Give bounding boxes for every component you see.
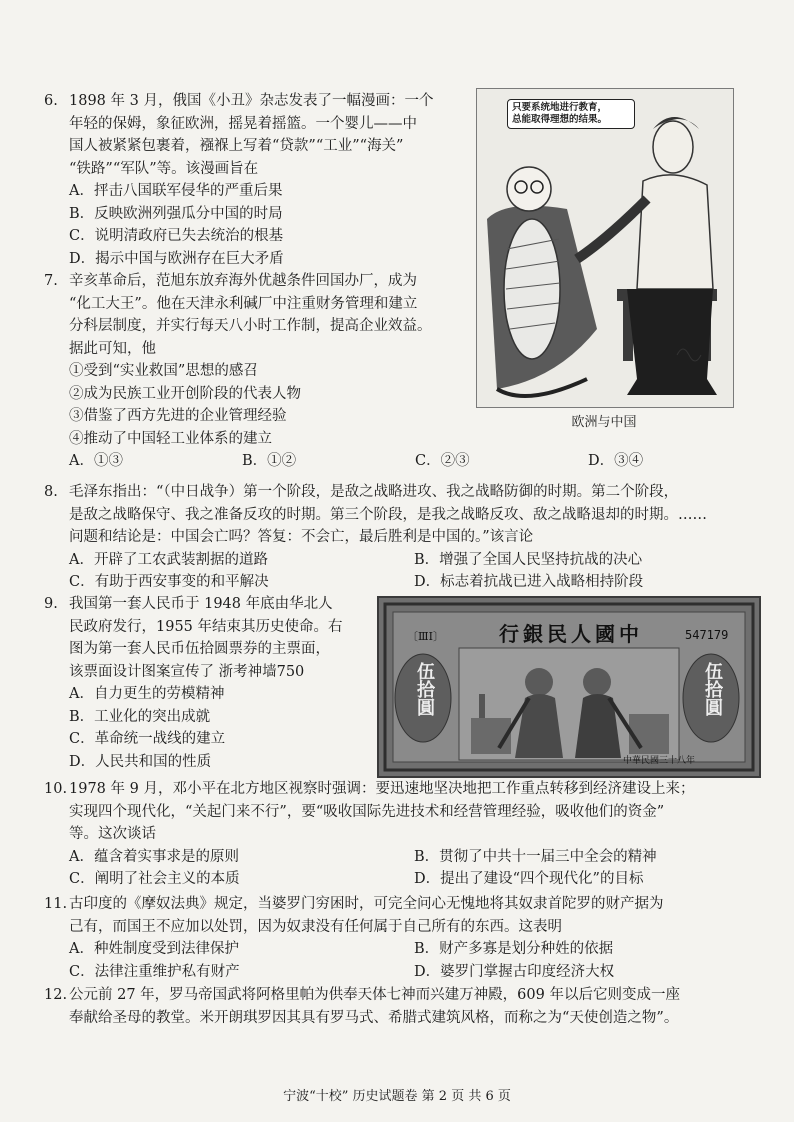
question-number: 11.	[44, 896, 68, 912]
banknote-image	[377, 596, 761, 778]
option-a: A．①③	[69, 453, 123, 469]
question-stem-line: 辛亥革命后，范旭东放弃海外优越条件回国办厂，成为	[69, 273, 417, 289]
option-b: B．财产多寡是划分种姓的依据	[414, 941, 614, 957]
banknote-serial: 547179	[685, 628, 729, 642]
question-stem-line: 古印度的《摩奴法典》规定，当婆罗门穷困时，可完全问心无愧地将其奴隶首陀罗的财产据为	[69, 896, 664, 912]
question-stem-line: 毛泽东指出：“（中日战争）第一个阶段，是敌之战略进攻、我之战略防御的时期。第二个阶段，	[69, 484, 679, 500]
speech-bubble: 只要系统地进行教育， 总能取得理想的结果。	[507, 99, 635, 129]
question-7	[44, 270, 764, 473]
option-b: B．①②	[242, 453, 297, 469]
option-a: A．开辟了工农武装割据的道路	[69, 551, 268, 568]
page-footer: 宁波“十校” 历史试题卷 第 2 页 共 6 页	[283, 1089, 511, 1104]
statement-1: ①受到“实业救国”思想的感召	[69, 363, 258, 379]
question-stem-line: 实现四个现代化，“关起门来不行”，要“吸收国际先进技术和经营管理经验，吸收他们的资金”	[69, 803, 665, 820]
question-stem-line: 图为第一套人民币伍拾圆票券的主票面，	[69, 641, 330, 657]
option-d: D．提出了建设“四个现代化”的目标	[414, 871, 644, 887]
question-stem-line: 1978 年 9 月，邓小平在北方地区视察时强调：要迅速地坚决地把工作重点转移到经济建设上来；	[69, 781, 695, 797]
question-stem-line: “铁路”“军队”等。该漫画旨在	[69, 160, 259, 177]
question-number: 9.	[44, 596, 58, 612]
question-stem-line: 年轻的保姆，象征欧洲，摇晃着摇篮。一个婴儿——中	[69, 115, 417, 132]
question-number: 12.	[44, 987, 68, 1003]
question-12	[44, 984, 764, 1029]
question-stem-line: 我国第一套人民币于 1948 年底由华北人	[69, 596, 333, 612]
banknote-date: 中華民國三十八年	[623, 756, 696, 766]
option-a: A．抨击八国联军侵华的严重后果	[69, 183, 283, 199]
option-c: C．有助于西安事变的和平解决	[69, 574, 269, 590]
option-c: C．②③	[415, 453, 470, 469]
question-number: 7.	[44, 273, 58, 289]
question-stem-line: 国人被紧紧包裹着，襁褓上写着“贷款”“工业”“海关”	[69, 138, 404, 154]
question-number: 10.	[44, 781, 68, 797]
option-d: D．人民共和国的性质	[69, 753, 212, 770]
question-stem-line: 该票面设计图案宣传了 浙考神墙750	[69, 663, 305, 680]
option-a: A．蕴含着实事求是的原则	[69, 848, 239, 865]
banknote-serial-prefix: 〔ⅢⅠ〕	[407, 630, 444, 643]
option-d: D．婆罗门掌握古印度经济大权	[414, 963, 615, 980]
banknote-denomination-right: 伍拾圓	[702, 662, 723, 716]
question-number: 6.	[44, 93, 58, 109]
cartoon-caption: 欧洲与中国	[571, 415, 637, 430]
question-stem-line: 等。这次谈话	[69, 826, 156, 842]
statement-3: ③借鉴了西方先进的企业管理经验	[69, 408, 287, 424]
option-a: A．自力更生的劳模精神	[69, 686, 225, 702]
question-stem-line: 己有，而国王不应加以处罚，因为奴隶没有任何属于自己所有的东西。这表明	[69, 918, 562, 935]
option-d: D．③④	[588, 453, 644, 469]
question-10	[44, 778, 764, 891]
statement-4: ④推动了中国轻工业体系的建立	[69, 430, 272, 447]
question-8	[44, 481, 764, 594]
option-c: C．说明清政府已失去统治的根基	[69, 228, 284, 244]
question-stem-line: 民政府发行，1955 年结束其历史使命。右	[69, 618, 343, 635]
question-stem-line: 分科层制度，并实行每天八小时工作制，提高企业效益。	[69, 318, 432, 334]
option-d: D．标志着抗战已进入战略相持阶段	[414, 574, 644, 590]
question-stem-line: 奉献给圣母的教堂。米开朗琪罗因其具有罗马式、希腊式建筑风格，而称之为“天使创造之物”。	[69, 1009, 679, 1026]
question-stem-line: 问题和结论是：中国会亡吗？答复：不会亡，最后胜利是中国的。”该言论	[69, 529, 534, 545]
question-stem-line: 公元前 27 年，罗马帝国武将阿格里帕为供奉天体七神而兴建万神殿，609 年以后它则变成一座	[69, 987, 680, 1003]
question-6	[44, 90, 474, 270]
question-stem-line: 据此可知，他	[69, 340, 156, 357]
option-d: D．揭示中国与欧洲存在巨大矛盾	[69, 250, 284, 267]
banknote-denomination-left: 伍拾圓	[414, 662, 435, 716]
option-a: A．种姓制度受到法律保护	[69, 941, 239, 957]
banknote-bank-name: 行銀民人國中	[499, 622, 643, 646]
statement-2: ②成为民族工业开创阶段的代表人物	[69, 385, 301, 402]
option-c: C．阐明了社会主义的本质	[69, 871, 240, 887]
option-b: B．增强了全国人民坚持抗战的决心	[414, 551, 643, 568]
option-b: B．反映欧洲列强瓜分中国的时局	[69, 205, 283, 222]
question-9	[44, 593, 379, 773]
option-b: B．工业化的突出成就	[69, 708, 211, 725]
question-number: 8.	[44, 484, 58, 500]
question-11	[44, 893, 764, 983]
option-c: C．革命统一战线的建立	[69, 731, 226, 747]
question-stem-line: “化工大王”。他在天津永利碱厂中注重财务管理和建立	[69, 295, 418, 312]
option-b: B．贯彻了中共十一届三中全会的精神	[414, 848, 657, 865]
option-c: C．法律注重维护私有财产	[69, 963, 240, 980]
question-stem-line: 是敌之战略保守、我之准备反攻的时期。第三个阶段，是我之战略反攻、敌之战略退却的时期。……	[69, 506, 707, 523]
question-stem-line: 1898 年 3 月，俄国《小丑》杂志发表了一幅漫画：一个	[69, 93, 434, 109]
